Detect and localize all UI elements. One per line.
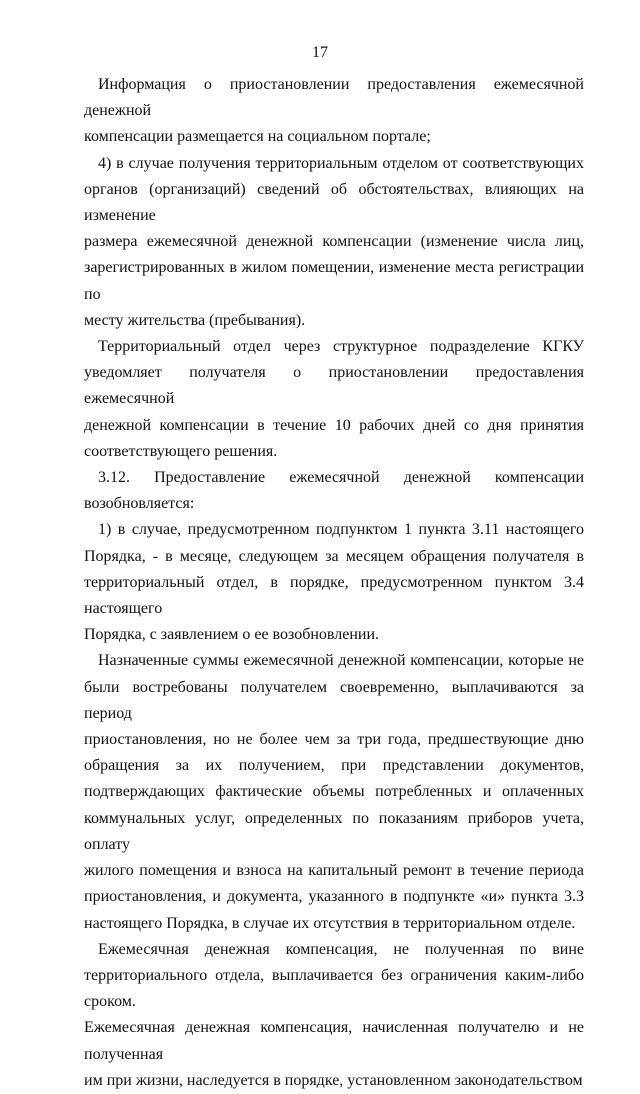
paragraph <box>84 334 584 465</box>
text-line: приостановления, и документа, указанного в подпункте «и» пункта 3.3 <box>84 888 584 906</box>
text-line: размера ежемесячной денежной компенсации (изменение числа лиц, <box>84 233 584 251</box>
text-line: 3.12. Предоставление ежемесячной денежной компенсации <box>98 469 584 487</box>
paragraph <box>84 517 584 648</box>
text-line: денежной компенсации в течение 10 рабочих дней со дня принятия <box>84 416 584 434</box>
paragraph <box>84 151 584 334</box>
text-line: уведомляет получателя о приостановлении предоставления ежемесячной <box>84 364 584 408</box>
text-line: 4) в случае получения территориальным отделом от соответствующих <box>98 154 584 172</box>
text-line: территориальный отдел, в порядке, предусмотренном пунктом 3.4 настоящего <box>84 573 584 618</box>
text-line: территориального отдела, выплачивается без ограничения каким-либо сроком. <box>84 966 584 1011</box>
text-line: возобновляется: <box>84 495 195 513</box>
text-line: Информация о приостановлении предоставления ежемесячной денежной <box>84 76 584 120</box>
document-body <box>84 72 584 1094</box>
paragraph <box>84 937 584 1094</box>
paragraph <box>84 648 584 936</box>
text-line: приостановления, но не более чем за три года, предшествующие дню <box>84 731 584 749</box>
paragraph <box>84 465 584 517</box>
text-line: зарегистрированных в жилом помещении, изменение места регистрации по <box>84 259 584 303</box>
text-line: Порядка, - в месяце, следующем за месяцем обращения получателя в <box>84 547 584 565</box>
paragraph <box>84 72 584 151</box>
text-line: органов (организаций) сведений об обстоятельствах, влияющих на изменение <box>84 180 584 225</box>
text-line: настоящего Порядка, в случае их отсутствия в территориальном отделе. <box>84 914 576 932</box>
text-line: Назначенные суммы ежемесячной денежной компенсации, которые не <box>98 652 584 670</box>
text-line: коммунальных услуг, определенных по показаниям приборов учета, оплату <box>84 809 584 853</box>
text-line: им при жизни, наследуется в порядке, установленном законодательством <box>84 1071 583 1089</box>
text-line: Ежемесячная денежная компенсация, не полученная по вине <box>98 940 584 958</box>
text-line: соответствующего решения. <box>84 442 278 460</box>
text-line: Ежемесячная денежная компенсация, начисленная получателю и не полученная <box>84 1019 584 1063</box>
text-line: компенсации размещается на социальном портале; <box>84 128 431 146</box>
page-number: 17 <box>312 44 328 61</box>
text-line: Территориальный отдел через структурное подразделение КГКУ <box>98 338 584 356</box>
text-line: 1) в случае, предусмотренном подпунктом 1 пункта 3.11 настоящего <box>98 521 584 539</box>
text-line: были востребованы получателем своевременно, выплачиваются за период <box>84 678 584 722</box>
text-line: обращения за их получением, при представлении документов, <box>84 757 584 775</box>
text-line: месту жительства (пребывания). <box>84 311 306 329</box>
text-line: жилого помещения и взноса на капитальный ремонт в течение периода <box>84 862 584 880</box>
text-line: Порядка, с заявлением о ее возобновлении. <box>84 626 380 644</box>
text-line: подтверждающих фактические объемы потребленных и оплаченных <box>84 783 584 801</box>
